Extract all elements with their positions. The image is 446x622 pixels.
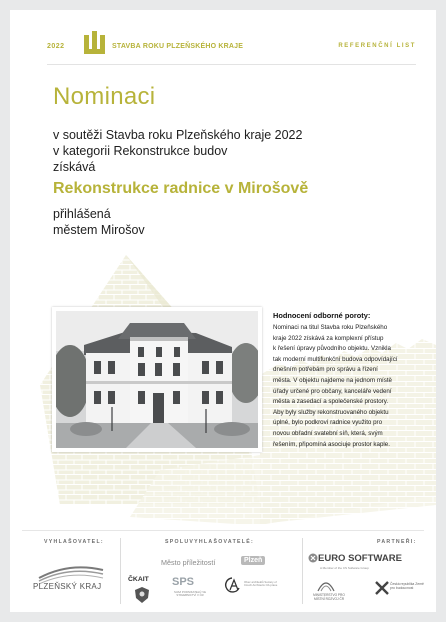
competition-line: v soutěži Stavba roku Plzeňského kraje 2022 (53, 128, 303, 142)
evaluation-line: řešením, připomíná asociuje prostor kaple. (273, 440, 390, 448)
evaluation-text (273, 323, 423, 450)
obec-architektu-icon (224, 576, 242, 594)
sps-logo: SPS (172, 576, 195, 588)
stavba-roku-logo-icon (84, 31, 105, 54)
euro-software-subtitle: A Member of the CS Software Group (320, 566, 369, 570)
brand-title: STAVBA ROKU PLZEŇSKÉHO KRAJE (112, 43, 244, 50)
sps-subtitle: SVAZ PODNIKATELŮ VE STAVEBNICTVÍ V ČR (174, 590, 206, 598)
page-title: Nominaci (53, 83, 156, 110)
evaluation-title: Hodnocení odborné poroty: (273, 311, 371, 320)
organizer-label: VYHLAŠOVATEL: (44, 539, 104, 545)
evaluation-line: novou obřadní svatební síň, která, svým (273, 429, 383, 437)
co-organizers-label: SPOLUVYHLAŠOVATELÉ: (165, 539, 255, 545)
evaluation-line: dnešním potřebám pro správu a řízení (273, 366, 378, 374)
czech-republic-logo-icon (374, 580, 390, 596)
euro-software-logo: EURO SOFTWARE (318, 553, 402, 564)
evaluation-line: města. V objektu najdeme na jednom místě (273, 376, 393, 384)
plzen-badge: Plzeň (241, 556, 265, 565)
partners-label: PARTNEŘI: (377, 539, 417, 545)
evaluation-line: tak moderní multifunkční budova odpovídající (273, 355, 398, 363)
mesto-prilezitosti-text: Město příležitostí (161, 558, 216, 567)
ckait-logo: ČKAIT (128, 576, 149, 583)
evaluation-line: Nominaci na titul Stavba roku Plzeňského (273, 324, 388, 331)
evaluation-line: úřady určené pro občany, kanceláře vedení (273, 387, 392, 395)
receives-line: získává (53, 160, 96, 174)
reference-sheet (10, 10, 436, 612)
mmr-text: MINISTERSTVO PRO MÍSTNÍ ROZVOJ ČR (313, 593, 345, 601)
footer-separator (120, 538, 121, 604)
header-divider (47, 64, 416, 65)
building-photo (52, 307, 262, 452)
footer-separator (302, 538, 303, 604)
evaluation-line: k řešení úpravy původního objektu. Vznikla (273, 345, 391, 353)
submitted-line: přihlášená (53, 207, 111, 221)
document-type-label: REFERENČNÍ LIST (338, 43, 416, 49)
evaluation-line: úplné, bylo podkroví radnice využito pro (273, 419, 383, 427)
evaluation-line: kraje 2022 získává za komplexní přístup (273, 334, 384, 342)
logo-year: 2022 (47, 43, 65, 50)
submitter-line: městem Mirošov (53, 223, 145, 237)
obec-architektu-text: Obec architektů Society of Czech Architects OA praxe (244, 580, 278, 588)
footer-divider (22, 530, 424, 531)
ckait-emblem-icon (134, 586, 150, 604)
category-line: v kategorii Rekonstrukce budov (53, 144, 228, 158)
mmr-logo-icon (317, 579, 335, 592)
czech-republic-text: Česká republika Země pro budoucnost (390, 582, 424, 590)
evaluation-line: města a zasedací a společenské prostory. (273, 398, 389, 406)
evaluation-line: Aby byly služby rekonstruovaného objektu (273, 408, 389, 416)
euro-software-icon (308, 553, 318, 563)
header (47, 31, 416, 57)
organizer-name: PLZEŇSKÝ KRAJ (33, 582, 102, 591)
award-title: Rekonstrukce radnice v Mirošově (53, 180, 309, 197)
